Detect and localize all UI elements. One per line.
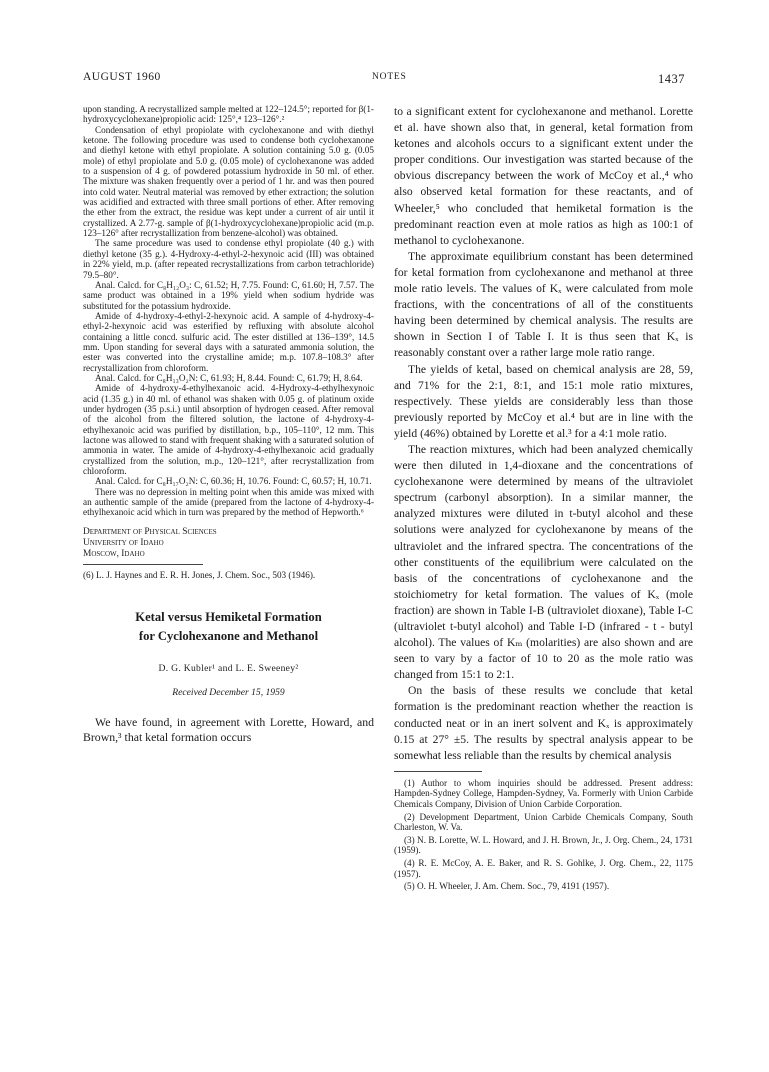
affiliation (83, 527, 374, 560)
footnote-divider (83, 564, 203, 565)
footnote: (3) N. B. Lorette, W. L. Howard, and J. H. Brown, Jr., J. Org. Chem., 24, 1731 (1959). (394, 834, 693, 856)
footnote: (4) R. E. McCoy, A. E. Baker, and R. S. Gohlke, J. Org. Chem., 22, 1175 (1957). (394, 858, 693, 879)
received-date: Received December 15, 1959 (172, 687, 285, 699)
paragraph: upon standing. A recrystallized sample melted at 122–124.5°; reported for β(1-hydroxycyclohexane)propiolic acid: 125°,⁴ 123–126°.² (83, 104, 374, 125)
paragraph: Anal. Calcd. for C₈H₁₇O₂N: C, 60.36; H, 10.76. Found: C, 60.57; H, 10.71. (95, 476, 372, 487)
article-authors: D. G. Kubler¹ and L. E. Sweeney² (158, 663, 299, 675)
page-number: 1437 (658, 72, 685, 86)
footnote: (5) O. H. Wheeler, J. Am. Chem. Soc., 79, 4191 (1957). (404, 881, 610, 892)
paragraph: Condensation of ethyl propiolate with cyclohexanone and with diethyl ketone. The following procedure was used to condense both cyclohexanone and diethyl ketone with ethyl propiolate. A solution containing 5.0 g. (0.05 mole) of ethyl propiolate and 5.0 g. (0.05 mole) of cyclohexanone was added to a suspension of 4 g. of powdered potassium hydroxide in 50 ml. of ether. The mixture was shaken frequently over a period of 1 hr. and was then poured into cold water. Neutral material was removed by ether extraction; the solution was acidified and extracted with three small portions of ether. After removing the ether from the extract, the residue was kept under a current of air until it crystallized. A 2.77-g. sample of β(1-hydroxycyclohexane)propiolic acid (m.p. 123–126° after recrystallization from benzene-alcohol) was obtained. (83, 124, 374, 239)
footnote-divider (394, 771, 482, 772)
intro-paragraph: We have found, in agreement with Lorette, Howard, and Brown,³ that ketal formation occurs (83, 714, 374, 745)
running-header-section: NOTES (372, 72, 407, 82)
paragraph: The approximate equilibrium constant has been determined for ketal formation from cyclohexanone and methanol at three mole ratio levels. The values of Kₓ were calculated from mole fractions, with the concentrations of all of the constituents having been determined by chemical analysis. The results are shown in Section I of Table I. It is thus seen that Kₓ is reasonably constant over a rather large mole ratio range. (394, 249, 693, 360)
right-column (394, 104, 693, 892)
running-header-date: AUGUST 1960 (83, 71, 161, 83)
paragraph: Amide of 4-hydroxy-4-ethylhexanoic acid. 4-Hydroxy-4-ethylhexynoic acid (1.35 g.) in 40 ml. of ethanol was shaken with 0.05 g. of platinum oxide under hydrogen (35 p.s.i.) until absorption of hydrogen ceased. After removal of the alcohol from the filtered solution, the lactone of 4-hydroxy-4-ethylhexanoic acid was purified by distillation, b.p., 105–110°, 12 mm. This lactone was allowed to stand with frequent shaking with a saturated solution of ammonia in water. The amide of 4-hydroxy-4-ethylhexanoic acid gradually crystallized from the solution, m.p., 120–121°, after recrystallization from chloroform. (83, 383, 374, 477)
paragraph: On the basis of these results we conclude that ketal formation is the predominant reaction whether the reaction is conducted neat or in an inert solvent and Kₓ is approximately 0.15 at 27° ±5. The results by spectral analysis appear to be somewhat less reliable than the results by chemical analysis (394, 684, 693, 762)
article-title-line: for Cyclohexanone and Methanol (138, 629, 319, 644)
paragraph: The reaction mixtures, which had been analyzed chemically were then diluted in 1,4-dioxane and the concentrations of cyclohexanone were determined by means of the ultraviolet spectrum (carbonyl absorption). In a similar manner, the analyzed mixtures were diluted in t-butyl alcohol and these solutions were analyzed for cyclohexanone by means of the ultraviolet and the infrared spectra. The concentrations of the other constituents of the equilibrium were calculated on the basis of the concentrations of cyclohexanone and the stoichiometry for ketal formation. The values of Kₓ (mole fraction) are shown in Table I-B (ultraviolet dioxane), Table I-C (ultraviolet t-butyl alcohol) and Table I-D (infrared - t - butyl alcohol). The values of Kₘ (molarities) are also shown and are seen to vary by a factor of 10 to 20 as the mole ratio was changed from 15:1 to 2:1. (394, 442, 693, 682)
left-column (83, 104, 374, 746)
footnote: (2) Development Department, Union Carbide Chemicals Company, South Charleston, W. Va. (394, 811, 693, 833)
affiliation-line: Department of Physical Sciences (83, 526, 217, 537)
article-title (83, 608, 374, 646)
article-title-line: Ketal versus Hemiketal Formation (135, 610, 322, 625)
footnote: (1) Author to whom inquiries should be addressed. Present address: Hampden-Sydney College, Hampden-Sydney, Va. Formerly with Union Carbide Chemicals Company, Division of Union Carbide Corporation. (394, 777, 693, 810)
paragraph: to a significant extent for cyclohexanone and methanol. Lorette et al. have shown also that, in general, ketal formation from ketones and alcohols occurs to a significant extent under the proper conditions. Our investigation was started because of the obvious discrepancy between the work of McCoy et al.,⁴ who also observed ketal formation for these reactants, and of Wheeler,⁵ who concluded that hemiketal formation is the predominant reaction even at mole ratios as high as 100:1 of methanol to cyclohexanone. (394, 105, 693, 247)
paragraph: Amide of 4-hydroxy-4-ethyl-2-hexynoic acid. A sample of 4-hydroxy-4-ethyl-2-hexynoic acid was esterified by refluxing with absolute alcohol containing a little concd. sulfuric acid. The ester distilled at 136–139°, 14.5 mm. Upon standing for several days with a saturated ammonia solution, the ester was converted into the crystalline amide; m.p. 107.8–108.3° after recrystallization from chloroform. (83, 310, 374, 373)
reference: (6) L. J. Haynes and E. R. H. Jones, J. Chem. Soc., 503 (1946). (83, 569, 316, 580)
paragraph: There was no depression in melting point when this amide was mixed with an authentic sample of the amide (prepared from the lactone of 4-hydroxy-4-ethylhexanoic acid which in turn was prepared by the method of Hepworth.⁶ (83, 486, 374, 518)
affiliation-line: Moscow, Idaho (83, 548, 145, 559)
paragraph: The same procedure was used to condense ethyl propiolate (40 g.) with diethyl ketone (35 g.). 4-Hydroxy-4-ethyl-2-hexynoic acid (III) was obtained in 22% yield, m.p. (after repeated recrystallizations from carbon tetrachloride) 79.5–80°. (83, 238, 374, 280)
paragraph: Anal. Calcd. for C₈H₁₃O₂N: C, 61.93; H, 8.44. Found: C, 61.79; H, 8.64. (95, 372, 363, 383)
affiliation-line: University of Idaho (83, 537, 164, 548)
paragraph: Anal. Calcd. for C₈H₁₂O₃: C, 61.52; H, 7.75. Found: C, 61.60; H, 7.57. The same product was obtained in a 19% yield when sodium hydride was substituted for the potassium hydroxide. (83, 279, 374, 311)
paragraph: The yields of ketal, based on chemical analysis are 28, 59, and 71% for the 2:1, 8:1, and 15:1 mole ratio mixtures, respectively. These yields are considerably less than those previously reported by McCoy et al.⁴ but are in line with the yield (46%) obtained by Lorette et al.³ for a 4:1 mole ratio. (394, 362, 693, 440)
